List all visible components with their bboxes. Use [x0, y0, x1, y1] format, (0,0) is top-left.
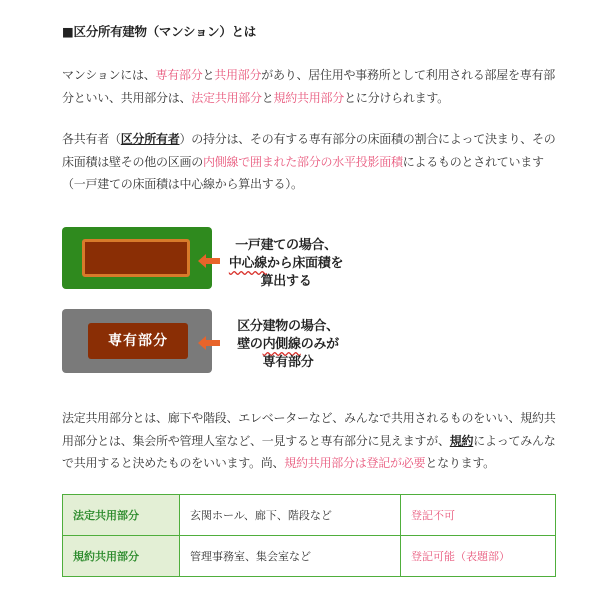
term-exclusive-part: 専有部分: [155, 68, 203, 82]
condo-line-1: 区分建物の場合、: [237, 319, 339, 334]
exclusive-part-box: 専有部分: [88, 323, 188, 359]
condo-line-2-c: のみが: [300, 337, 339, 352]
house-floor-box: [82, 239, 190, 277]
house-explanation: [216, 237, 356, 291]
text: ）の持分は、その有する専有部分の床面積の割合によって決まり、その床面積は壁その他の区画の: [62, 132, 556, 169]
text: マンションには、: [62, 68, 156, 82]
row-label: 法定共用部分: [63, 495, 180, 536]
paragraph-ownership: [62, 128, 558, 196]
term-inner-line-area: 内側線で囲まれた部分の水平投影面積: [203, 154, 403, 169]
paragraph-common-parts: [62, 407, 558, 475]
arrow-left-icon: [198, 336, 220, 350]
term-legal-common-part: 法定共用部分: [191, 90, 262, 105]
text: となります。: [425, 456, 495, 470]
house-diagram: [62, 227, 212, 289]
common-parts-table: [62, 494, 556, 577]
house-line-1: 一戸建ての場合、: [235, 238, 337, 253]
row-registration: 登記可能（表題部）: [401, 536, 556, 577]
link-rules[interactable]: 規約: [449, 433, 474, 448]
house-line-2-rest: から床面積を: [266, 256, 344, 271]
row-label: 規約共用部分: [63, 536, 180, 577]
term-common-part: 共用部分: [214, 68, 262, 82]
row-registration: 登記不可: [401, 495, 556, 536]
row-example: 玄関ホール、廊下、階段など: [180, 495, 401, 536]
text: 各共有者（: [62, 132, 121, 146]
condo-explanation: [218, 318, 358, 372]
table-row: [63, 536, 556, 577]
condo-diagram: [62, 309, 212, 373]
condo-line-2: [218, 336, 358, 354]
text: と: [261, 90, 274, 105]
row-example: 管理事務室、集会室など: [180, 536, 401, 577]
term-registration-required: 規約共用部分は登記が必要: [284, 456, 426, 470]
section-heading: ■区分所有建物（マンション）とは: [62, 24, 256, 39]
house-line-3: 算出する: [260, 274, 312, 289]
condo-line-3: 専有部分: [262, 355, 314, 370]
centerline-term: 中心線: [228, 256, 267, 271]
text: 法定共用部分とは、廊下や階段、エレベーターなど、みんなで共用されるものをいい、規約共用部分とは、集会所や管理人室など、一見すると専有部分に見えますが、: [62, 411, 556, 448]
table-row: [63, 495, 556, 536]
text: があり、居住用や事務所として利用される部屋を専有部分といい、共用部分は、: [62, 68, 556, 105]
text: によってみんなで共用すると決めたものをいいます。尚、: [62, 433, 556, 470]
paragraph-intro: [62, 64, 558, 109]
text: によるものとされています（一戸建ての床面積は中心線から算出する）。: [62, 154, 544, 191]
text: と: [202, 68, 215, 82]
condo-line-2-a: 壁の: [237, 337, 263, 352]
term-rule-common-part: 規約共用部分: [273, 90, 345, 105]
link-unit-owner[interactable]: 区分所有者: [120, 132, 180, 146]
text: とに分けられます。: [344, 90, 449, 105]
house-line-2: [216, 255, 356, 273]
inner-line-term: 内側線: [262, 337, 301, 352]
